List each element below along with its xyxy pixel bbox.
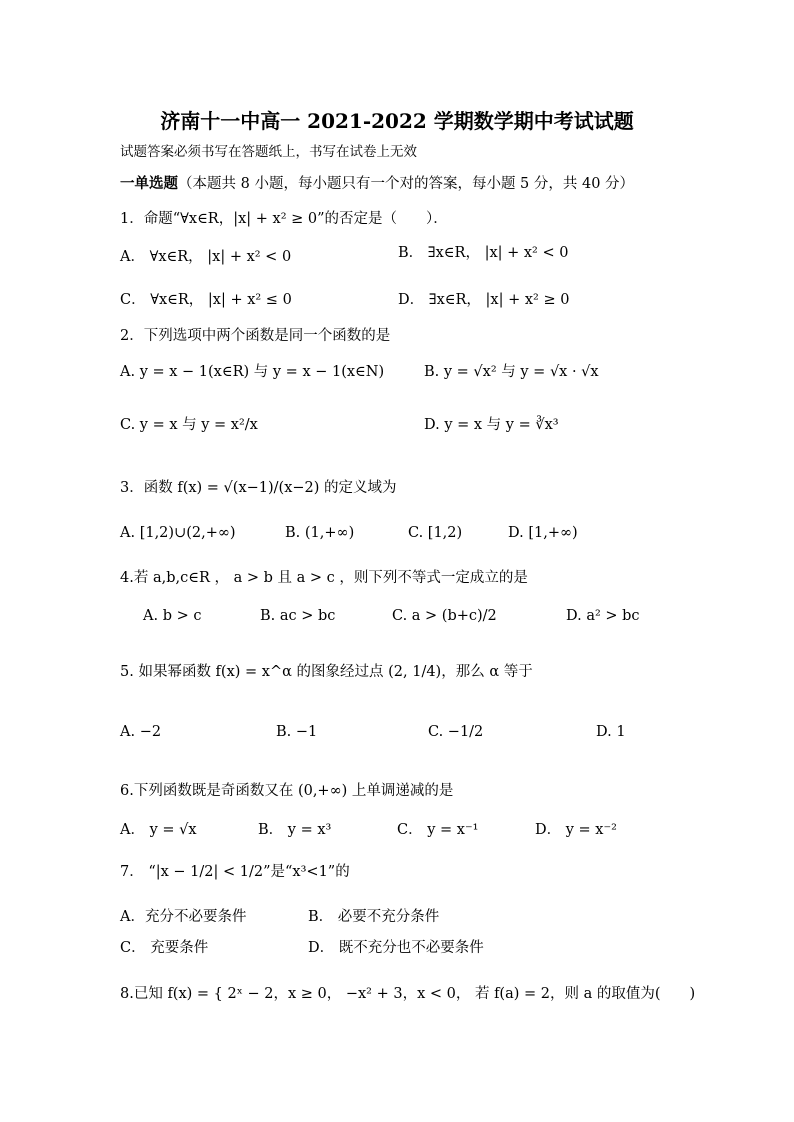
q7-option-c: C． 充要条件	[120, 940, 209, 956]
q5-stem: 5. 如果幂函数 f(x) = x^α 的图象经过点 (2, 1/4)，那么 α 等于	[120, 664, 533, 680]
q6-option-a: A． y = √x	[120, 822, 197, 838]
q7-option-a: A．充分不必要条件	[120, 909, 247, 925]
section-header	[120, 172, 634, 193]
q2-option-c: C. y = x 与 y = x²/x	[120, 417, 258, 433]
q2-option-b: B. y = √x² 与 y = √x · √x	[424, 364, 599, 380]
q6-option-d: D． y = x⁻²	[535, 822, 617, 838]
q3-option-c: C. [1,2)	[408, 525, 463, 541]
q1-option-a: A． ∀x∈R， |x| + x² < 0	[120, 249, 292, 265]
q3-option-b: B. (1,+∞)	[285, 525, 355, 541]
q2-option-d: D. y = x 与 y = ∛x³	[424, 417, 559, 433]
q4-option-b: B. ac > bc	[260, 608, 336, 624]
q2-stem: 2．下列选项中两个函数是同一个函数的是	[120, 328, 391, 344]
page-title: 济南十一中高一 2021-2022 学期数学期中考试试题	[160, 109, 634, 133]
notice-text: 试题答案必须书写在答题纸上，书写在试卷上无效	[120, 144, 417, 160]
q1-stem: 1．命题“∀x∈R，|x| + x² ≥ 0”的否定是（ ）．	[120, 211, 448, 227]
section-heading: 一单选题	[120, 175, 178, 192]
q1-option-d: D． ∃x∈R， |x| + x² ≥ 0	[398, 292, 570, 308]
q6-stem: 6.下列函数既是奇函数又在 (0,+∞) 上单调递减的是	[120, 783, 454, 799]
q5-option-c: C. −1/2	[428, 724, 484, 740]
q1-option-c: C． ∀x∈R， |x| + x² ≤ 0	[120, 292, 292, 308]
q5-option-b: B. −1	[276, 724, 318, 740]
section-description: （本题共 8 小题，每小题只有一个对的答案，每小题 5 分，共 40 分）	[178, 176, 635, 192]
q3-option-a: A. [1,2)∪(2,+∞)	[120, 525, 236, 541]
q1-option-b: B． ∃x∈R， |x| + x² < 0	[398, 245, 569, 261]
q4-option-c: C. a > (b+c)/2	[392, 608, 497, 624]
q7-stem: 7． “|x − 1/2| < 1/2”是“x³<1”的	[120, 864, 350, 880]
q5-option-a: A. −2	[120, 724, 162, 740]
q3-option-d: D. [1,+∞)	[508, 525, 578, 541]
q6-option-c: C． y = x⁻¹	[397, 822, 479, 838]
q4-option-a: A. b > c	[143, 608, 202, 624]
q7-option-b: B． 必要不充分条件	[308, 909, 440, 925]
q8-stem: 8.已知 f(x) = { 2ˣ − 2，x ≥ 0， −x² + 3，x < 0， 若 f(a) = 2，则 a 的取值为( )	[120, 986, 696, 1002]
q4-stem: 4.若 a,b,c∈R ， a > b 且 a > c ，则下列不等式一定成立的是	[120, 570, 528, 586]
q3-stem: 3．函数 f(x) = √(x−1)/(x−2) 的定义域为	[120, 480, 397, 496]
q2-option-a: A. y = x − 1(x∈R) 与 y = x − 1(x∈N)	[120, 364, 385, 380]
q5-option-d: D. 1	[596, 724, 626, 740]
q4-option-d: D. a² > bc	[566, 608, 640, 624]
q6-option-b: B． y = x³	[258, 822, 332, 838]
q7-option-d: D． 既不充分也不必要条件	[308, 940, 484, 956]
